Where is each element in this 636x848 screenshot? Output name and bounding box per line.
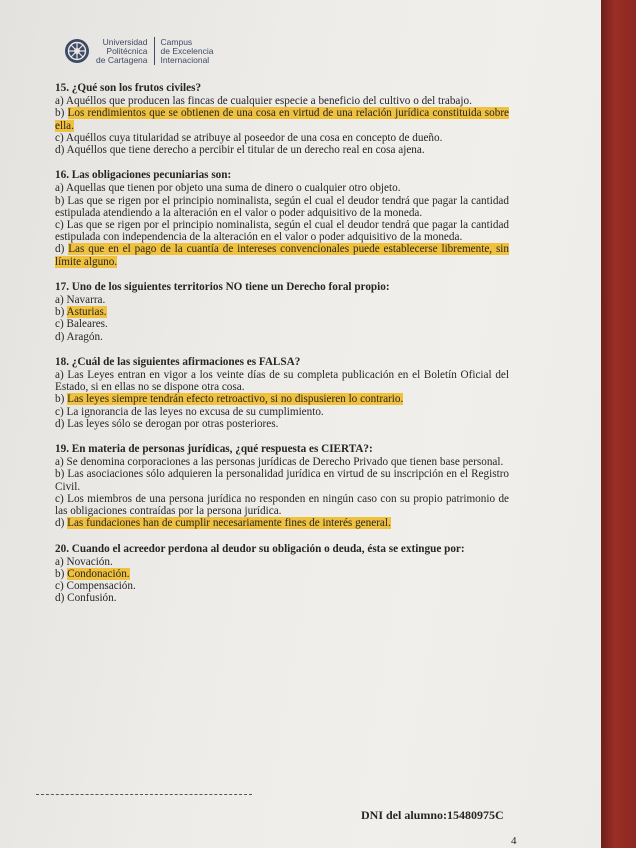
option-letter: a) <box>55 369 64 382</box>
option-letter: b) <box>55 567 65 580</box>
option-text: Las leyes sólo se derogan por otras posteriores. <box>67 417 279 430</box>
answer-option <box>55 219 509 243</box>
dni-value: 15480975C <box>447 808 504 822</box>
answer-option <box>55 468 509 492</box>
option-text: Novación. <box>66 555 113 568</box>
answer-option <box>55 393 509 405</box>
highlighted-answer-text: Las que en el pago de la cuantía de intereses convencionales puede establecerse libremente, sin límite alguno. <box>55 243 510 268</box>
highlighted-answer-text: Las leyes siempre tendrán efecto retroactivo, si no dispusieren lo contrario. <box>67 393 404 406</box>
option-letter: c) <box>55 492 64 505</box>
highlighted-answer-text: Las fundaciones han de cumplir necesariamente fines de interés general. <box>67 517 391 530</box>
option-text: Aquéllos que producen las fincas de cualquier especie a beneficio del cultivo o del trabajo. <box>65 95 472 108</box>
option-text: Los miembros de una persona jurídica no responden en ningún caso con su propio patrimonio de las obligaciones contraídas por la persona jurídica. <box>55 492 510 518</box>
answer-option <box>55 331 509 343</box>
answer-option <box>55 418 509 430</box>
option-text: Compensación. <box>66 580 136 593</box>
option-letter: c) <box>55 580 64 593</box>
answer-option <box>55 243 509 267</box>
campus-name: Campus de Excelencia Internacional <box>160 36 214 65</box>
answer-option <box>55 182 509 194</box>
option-letter: d) <box>55 417 65 430</box>
dashed-separator <box>36 794 252 795</box>
option-letter: b) <box>55 107 65 120</box>
student-dni <box>361 808 504 823</box>
option-text: Aragón. <box>66 330 103 343</box>
question-block <box>55 169 509 268</box>
question-title: 19. En materia de personas jurídicas, ¿qué respuesta es CIERTA?: <box>55 443 373 456</box>
option-letter: a) <box>55 456 64 469</box>
university-logo-icon <box>64 38 90 64</box>
answer-option <box>55 406 509 418</box>
answer-option <box>55 369 509 393</box>
option-letter: d) <box>55 517 65 530</box>
answer-option <box>55 132 509 144</box>
answer-option <box>55 517 509 529</box>
option-text: Aquellas que tienen por objeto una suma de dinero o cualquier otro objeto. <box>65 182 401 195</box>
option-letter: a) <box>55 555 64 568</box>
option-letter: b) <box>55 306 65 319</box>
answer-option <box>55 556 509 568</box>
answer-option <box>55 95 509 107</box>
option-letter: c) <box>55 405 64 418</box>
option-text: Aquéllos que tiene derecho a percibir el titular de un derecho real en cosa ajena. <box>66 144 425 157</box>
question-title: 20. Cuando el acreedor perdona al deudor su obligación o deuda, ésta se extingue por: <box>55 542 465 555</box>
question-block <box>55 543 509 605</box>
answer-option <box>55 306 509 318</box>
option-letter: d) <box>55 330 65 343</box>
answer-option <box>55 568 509 580</box>
option-text: Baleares. <box>66 318 108 331</box>
answer-option <box>55 144 509 156</box>
option-letter: d) <box>55 144 65 157</box>
answer-option <box>55 107 509 131</box>
option-text: La ignorancia de las leyes no excusa de su cumplimiento. <box>66 405 324 418</box>
question-title: 16. Las obligaciones pecuniarias son: <box>55 169 232 182</box>
question-title: 17. Uno de los siguientes territorios NO tiene un Derecho foral propio: <box>55 280 390 293</box>
question-block <box>55 281 509 343</box>
option-text: Navarra. <box>66 294 106 307</box>
answer-option <box>55 493 509 517</box>
option-text: Las Leyes entran en vigor a los veinte días de su completa publicación en el Boletín Oficial del Estado, si en ellas no se dispone otra cosa. <box>55 369 509 394</box>
option-text: Se denomina corporaciones a las personas jurídicas de Derecho Privado que tienen base personal. <box>66 456 504 469</box>
option-letter: d) <box>55 592 65 605</box>
university-header <box>64 36 213 66</box>
option-letter: b) <box>55 194 65 207</box>
option-letter: b) <box>55 393 65 406</box>
university-name: Universidad Politécnica de Cartagena <box>96 36 148 65</box>
option-text: Las que se rigen por el principio nominalista, según el cual el deudor tendrá que pagar la cantidad estipulada con independencia de la alteración en el valor o poder adquisitivo de la moneda. <box>55 219 510 244</box>
answer-option <box>55 318 509 330</box>
option-letter: a) <box>55 294 64 307</box>
highlighted-answer-text: Asturias. <box>66 306 107 319</box>
option-letter: b) <box>55 468 65 481</box>
option-letter: c) <box>55 318 64 331</box>
option-text: Confusión. <box>67 592 117 605</box>
dni-label: DNI del alumno: <box>361 808 448 822</box>
question-block <box>55 356 509 430</box>
page-number: 4 <box>511 835 517 847</box>
question-block <box>55 443 509 529</box>
question-title: 15. ¿Qué son los frutos civiles? <box>55 82 202 94</box>
option-letter: a) <box>55 95 64 108</box>
highlighted-answer-text: Condonación. <box>67 567 130 580</box>
option-text: Aquéllos cuya titularidad se atribuye al poseedor de una cosa en concepto de dueño. <box>65 131 443 144</box>
option-text: Las que se rigen por el principio nominalista, según el cual el deudor tendrá que pagar la cantidad estipulada atendiendo a la alteración en el valor o poder adquisitivo de la moneda. <box>55 194 509 219</box>
option-letter: d) <box>55 243 65 256</box>
answer-option <box>55 580 509 592</box>
option-letter: c) <box>55 131 64 144</box>
option-text: Las asociaciones sólo adquieren la personalidad jurídica en virtud de su inscripción en el Registro Civil. <box>55 468 510 493</box>
background-surface <box>601 0 636 848</box>
option-letter: c) <box>55 219 64 232</box>
option-letter: a) <box>55 182 64 195</box>
answer-option <box>55 592 509 604</box>
questions-list <box>55 82 509 618</box>
highlighted-answer-text: Los rendimientos que se obtienen de una cosa en virtud de una relación jurídica constituida sobre ella. <box>55 107 510 132</box>
question-block <box>55 82 509 156</box>
header-divider <box>154 37 155 65</box>
answer-option <box>55 294 509 306</box>
answer-option <box>55 456 509 468</box>
answer-option <box>55 195 509 219</box>
question-title: 18. ¿Cuál de las siguientes afirmaciones es FALSA? <box>55 355 301 368</box>
